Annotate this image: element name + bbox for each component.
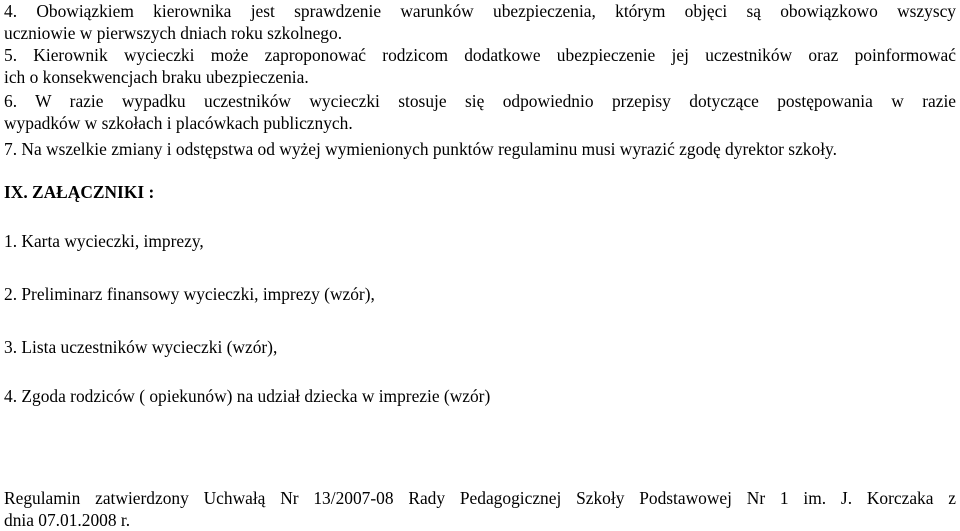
item-6-line-1: 6. W razie wypadku uczestników wycieczki stosuje się odpowiednio przepisy dotyczące postępowania w razie [4,91,956,111]
approval-line-2: dnia 07.01.2008 r. [4,510,131,530]
attachments-heading: IX. ZAŁĄCZNIKI : [4,182,155,202]
attachment-item-1: 1. Karta wycieczki, imprezy, [4,231,204,251]
item-6-line-2: wypadków w szkołach i placówkach publicznych. [4,113,353,133]
attachment-item-2: 2. Preliminarz finansowy wycieczki, imprezy (wzór), [4,284,375,304]
item-5-line-2: ich o konsekwencjach braku ubezpieczenia. [4,67,309,87]
item-7-line-1: 7. Na wszelkie zmiany i odstępstwa od wyżej wymienionych punktów regulaminu musi wyrazić zgodę dyrektor szkoły. [4,139,837,159]
attachment-item-4: 4. Zgoda rodziców ( opiekunów) na udział dziecka w imprezie (wzór) [4,386,491,406]
attachment-item-3: 3. Lista uczestników wycieczki (wzór), [4,337,278,357]
item-4-line-2: uczniowie w pierwszych dniach roku szkolnego. [4,23,343,43]
item-4-line-1: 4. Obowiązkiem kierownika jest sprawdzenie warunków ubezpieczenia, którym objęci są obowiązkowo wszyscy [4,1,956,21]
item-5-line-1: 5. Kierownik wycieczki może zaproponować rodzicom dodatkowe ubezpieczenie jej uczestników oraz poinformować [4,45,956,65]
approval-line-1: Regulamin zatwierdzony Uchwałą Nr 13/2007-08 Rady Pedagogicznej Szkoły Podstawowej Nr 1 im. J. Korczaka z [4,488,956,508]
